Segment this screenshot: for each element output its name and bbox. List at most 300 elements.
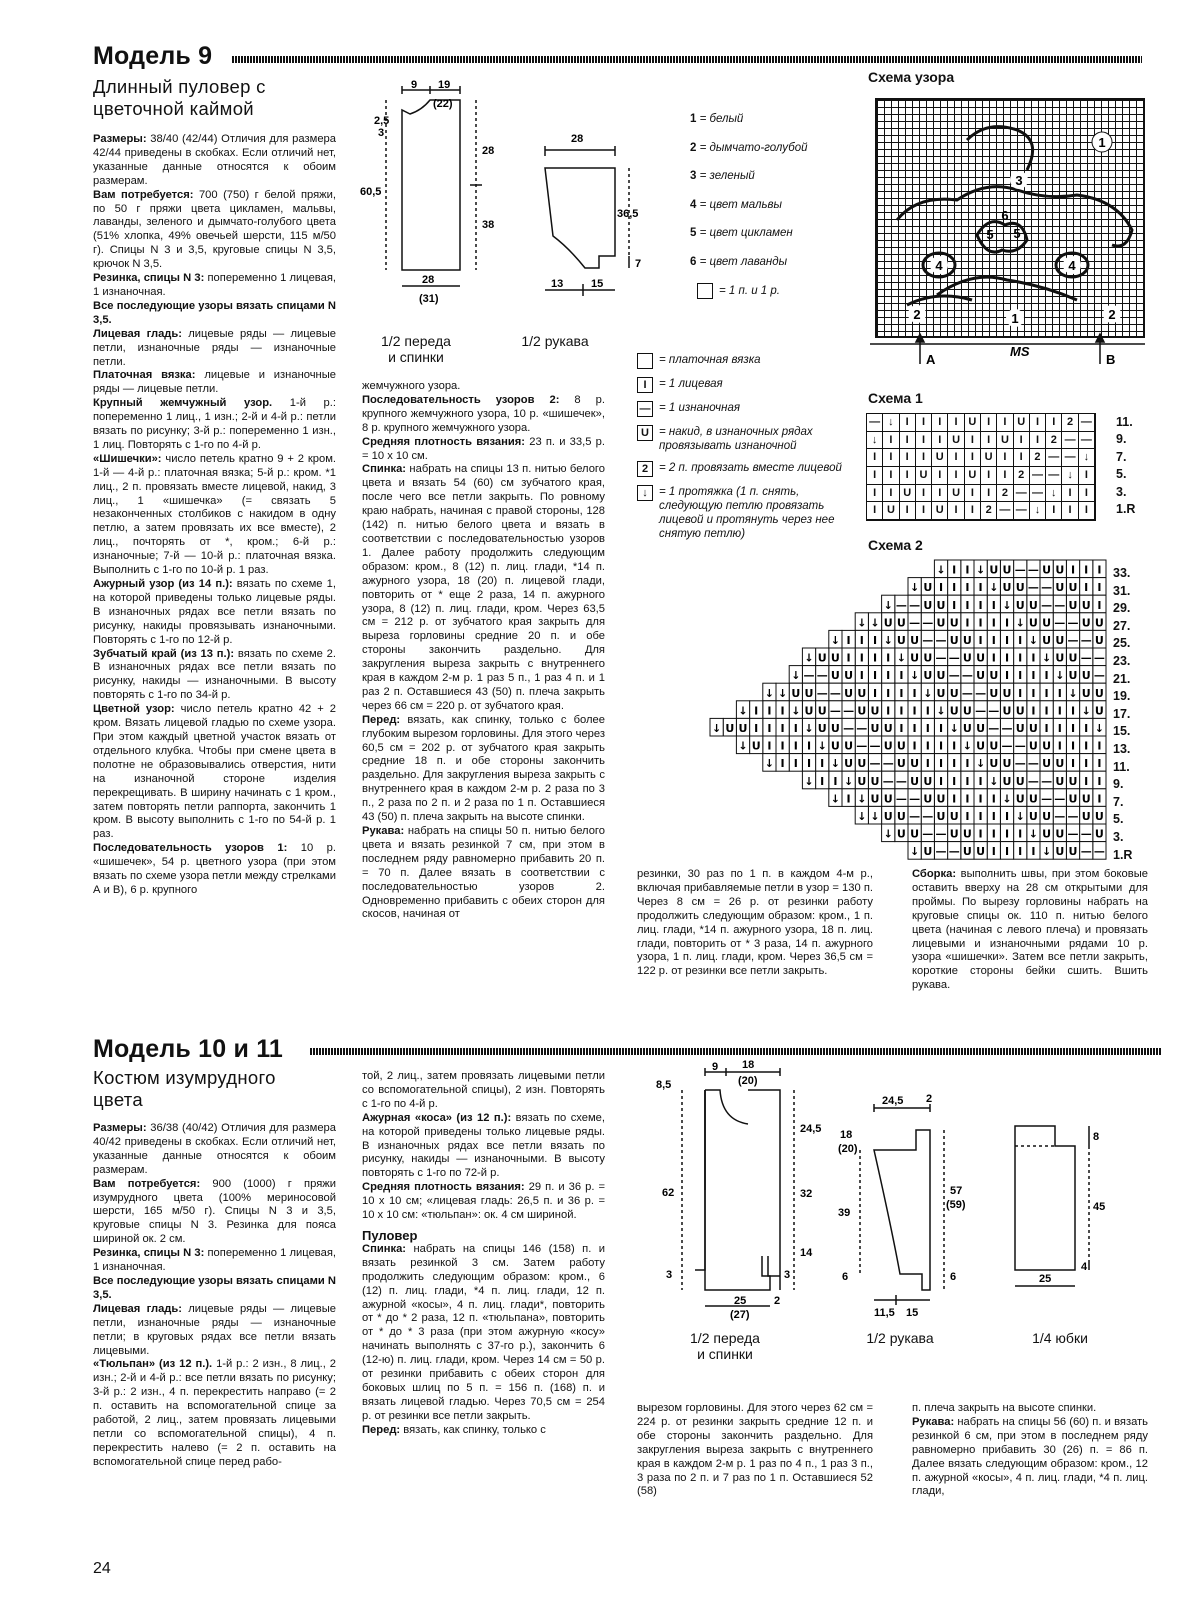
stitch-cell: U: [997, 432, 1013, 450]
stitch-cell: 2: [1062, 414, 1078, 432]
stitch-cell: I: [1079, 502, 1095, 520]
stitch-symbol: I: [1097, 792, 1102, 806]
stitch-symbol: I: [1057, 686, 1062, 700]
stitch-symbol: —: [935, 845, 947, 859]
stitch-symbol: U: [923, 774, 933, 788]
stitch-cell: I: [900, 467, 916, 485]
paragraph: Пуловер: [362, 1227, 418, 1243]
stitch-symbol: U: [896, 634, 906, 647]
scheme2-title: Схема 2: [868, 537, 923, 553]
motif-color-label: 1: [1098, 135, 1106, 150]
stitch-symbol: U: [870, 722, 880, 735]
purl-stitch-icon: —: [637, 401, 653, 417]
stitch-symbol: I: [978, 774, 983, 788]
stitch-symbol: U: [989, 669, 999, 683]
paragraph: [93, 1247, 336, 1275]
stitch-symbol: U: [1015, 704, 1025, 718]
stitch-symbol: I: [978, 581, 983, 595]
model9-body-caption: [376, 333, 456, 365]
stitch-symbol: U: [989, 563, 999, 577]
stitch-symbol: U: [1068, 581, 1078, 595]
color-label: = цвет цикламен: [699, 227, 793, 239]
paragraph-lead: Последовательность узоров 2:: [362, 393, 560, 406]
arrow-a-label: A: [926, 352, 936, 367]
stitch-symbol: ↓: [909, 845, 920, 859]
stitch-cell: —: [867, 414, 883, 432]
dim-label: (22): [433, 98, 453, 110]
dim-label: 3: [378, 127, 385, 139]
dim-label: 9: [411, 79, 418, 91]
symbol-label: = накид, в изнаночных рядах провязывать изнаночной: [659, 426, 813, 452]
symbol-legend: [637, 353, 847, 549]
stitch-symbol: U: [830, 651, 840, 665]
stitch-symbol: I: [991, 616, 996, 630]
stitch-symbol: —: [843, 704, 855, 718]
stitch-symbol: I: [859, 634, 864, 647]
color-pattern-grid: [875, 98, 1145, 338]
stitch-symbol: ↓: [1094, 722, 1105, 735]
stitch-cell: U: [932, 449, 948, 467]
paragraph-lead: Зубчатый край (из 13 п.):: [93, 647, 235, 660]
paragraph: [93, 1178, 336, 1248]
stitch-symbol: U: [1081, 669, 1091, 683]
stitch-symbol: I: [1097, 739, 1102, 753]
color-label: = белый: [699, 113, 744, 125]
paragraph-lead: Ажурная «коса» (из 12 п.):: [362, 1111, 512, 1124]
stitch-symbol: —: [1041, 774, 1053, 788]
row-label: 25.: [1113, 636, 1131, 651]
stitch-cell: I: [965, 449, 981, 467]
stitch-symbol: I: [965, 598, 970, 612]
stitch-symbol: ↓: [804, 722, 814, 735]
stitch-symbol: I: [872, 634, 878, 647]
stitch-symbol: I: [925, 739, 930, 753]
paragraph-text: той, 2 лиц., затем провязать лицевыми петли со вспомогательной спицы), 2 изн. Повторять с 1-го по 4-й р.: [362, 1070, 605, 1110]
stitch-symbol: U: [1015, 722, 1025, 735]
color-number: 4: [690, 198, 700, 211]
stitch-symbol: —: [1080, 651, 1092, 665]
stitch-symbol: I: [899, 704, 904, 718]
paragraph: [93, 1275, 336, 1303]
stitch-symbol: I: [1018, 845, 1023, 859]
paragraph-text: 29 п. и 36 р. = 10 х 10 см; «лицевая гладь: 26,5 п. и 36 р. = 10 х 10 см: «тюльпан»: ок. 4 см шириной.: [362, 1181, 605, 1222]
stitch-symbol: I: [1031, 651, 1036, 665]
stitch-symbol: I: [991, 810, 996, 823]
stitch-symbol: —: [843, 722, 855, 735]
motif-color-label: 1: [1011, 311, 1019, 326]
stitch-symbol: I: [767, 722, 772, 735]
stitch-symbol: I: [1004, 634, 1010, 647]
stitch-symbol: ↓: [962, 739, 973, 753]
stitch-symbol: —: [1001, 722, 1013, 735]
dim-label: 24,5: [882, 1095, 904, 1107]
row-label: 29.: [1113, 601, 1131, 616]
stitch-symbol: U: [1002, 774, 1012, 788]
symbol-legend-item: [637, 401, 847, 417]
stitch-symbol: I: [1004, 669, 1010, 683]
paragraph-lead: Цветной узор:: [93, 703, 175, 716]
stitch-symbol: I: [925, 722, 930, 735]
dim-label: 45: [1093, 1201, 1106, 1213]
dim-label: (59): [946, 1199, 966, 1211]
stitch-symbol: ↓: [1028, 634, 1039, 647]
stitch-symbol: I: [793, 757, 798, 771]
paragraph-lead: Размеры:: [93, 1122, 147, 1134]
paragraph-text: набрать на спицы 50 п. нитью белого цвета и вязать резинкой 7 см, при этом в последнем ряду равномерно прибавить 20 п. = 70 п. Далее вязать в соответствии с последовательностью узоров 2. Одновременно прибавить с обеих сторон для скосов, начиная от: [362, 825, 605, 921]
stitch-symbol: U: [910, 757, 920, 771]
stitch-symbol: U: [1068, 845, 1078, 859]
stitch-symbol: I: [1097, 774, 1102, 788]
stitch-cell: I: [948, 502, 964, 520]
stitch-symbol: I: [952, 757, 957, 771]
stitch-symbol: —: [909, 810, 921, 823]
stitch-cell: I: [948, 449, 964, 467]
row-label: 1.R: [1116, 502, 1136, 517]
model10-column-1: [93, 1122, 336, 1470]
stitch-symbol: —: [948, 669, 960, 683]
paragraph: [93, 578, 336, 648]
stitch-symbol: —: [1001, 739, 1013, 753]
stitch-cell: 2: [1046, 432, 1062, 450]
paragraph-text: 23 п. и 33,5 р. = 10 х 10 см.: [362, 435, 605, 462]
stitch-symbol: U: [989, 686, 999, 700]
stitch-symbol: U: [910, 651, 920, 665]
stitch-symbol: I: [965, 616, 970, 630]
stitch-symbol: I: [952, 598, 957, 612]
paragraph-lead: Ажурный узор (из 14 п.):: [93, 578, 233, 590]
stitch-symbol: I: [952, 563, 957, 577]
stitch-symbol: I: [952, 739, 957, 753]
motif-color-label: 4: [935, 258, 943, 273]
stitch-symbol: I: [965, 792, 970, 806]
stitch-symbol: —: [869, 739, 881, 753]
stitch-symbol: —: [909, 598, 921, 612]
symbol-label: = 1 лицевая: [659, 378, 723, 390]
empty-square-icon: [697, 283, 713, 299]
paragraph-lead: Рукава:: [912, 1415, 955, 1428]
stitch-cell: I: [883, 485, 899, 503]
stitch-symbol: I: [1004, 651, 1010, 665]
paragraph: [912, 1402, 1148, 1416]
symbol-legend-item: [637, 353, 847, 369]
color-legend-item: [690, 226, 808, 255]
stitch-cell: I: [997, 414, 1013, 432]
stitch-cell: —: [1062, 449, 1078, 467]
caption-line: и спинки: [697, 1346, 753, 1362]
stitch-cell: —: [1014, 502, 1030, 520]
paragraph-text: 10 р. «шишечек», 54 р. цветного узора (при этом вязать по схеме узора петли между стрелками А и В), 6 р. крупного: [93, 842, 336, 896]
paragraph-lead: Платочная вязка:: [93, 369, 196, 382]
paragraph-lead: Спинка:: [362, 463, 407, 476]
stitch-symbol: ↓: [975, 757, 986, 771]
stitch-symbol: U: [949, 810, 959, 823]
paragraph-lead: Средняя плотность вязания:: [362, 435, 526, 448]
stitch-cell: —: [1014, 485, 1030, 503]
symbol-legend-item: [637, 377, 847, 393]
stitch-symbol: I: [1057, 739, 1062, 753]
dim-label: 25: [1039, 1273, 1052, 1285]
row-label: 3.: [1116, 484, 1127, 499]
paragraph-text: 1-й р.: 2 изн., 8 лиц., 2 изн.; 2-й и 4-й р.: все петли вязать по рисунку; 3-й р.: 2 изн., 4 п. перекрестить направо (= 2 п. оставить на вспомогательной спице за работой, 2 лиц., затем провязать лицевыми петли со вспомогательной спицы), 4 п. перекрестить налево (= 2 п. оставить на вспомогательной спице перед рабо-: [93, 1358, 337, 1468]
paragraph-text: число петель кратно 42 + 2 кром. Вязать лицевой гладью по схеме узора. При этом каждый цветной участок вязать от отдельного клубка. Чтобы при смене цвета в полотне не образовывались отверстия, нити на изнаночной стороне изделия перекрещивать. В ширину начинать с 1 кром., затем повторять петли раппорта, закончить 1 кром. В высоту выполнить с 1-го по 54-й р. 1 раз.: [93, 703, 336, 841]
stitch-symbol: ↓: [791, 669, 801, 683]
color-label: = цвет лаванды: [699, 255, 788, 268]
stitch-cell: I: [932, 414, 948, 432]
stitch-symbol: ↓: [738, 704, 748, 718]
stitch-symbol: I: [991, 634, 996, 647]
dim-label: 6: [842, 1271, 849, 1283]
stitch-cell: I: [916, 432, 932, 450]
stitch-symbol: I: [1031, 669, 1036, 683]
stitch-symbol: I: [1070, 757, 1076, 771]
color-legend-item: [690, 198, 808, 227]
color-number: 5: [690, 227, 700, 239]
stitch-cell: I: [1079, 485, 1095, 503]
paragraph: [93, 133, 336, 189]
dim-label: 3: [784, 1269, 791, 1281]
stitch-cell: I: [1014, 449, 1030, 467]
stitch-symbol: U: [1042, 563, 1052, 577]
paragraph-lead: Все последующие узоры вязать спицами N 3,5.: [93, 1274, 336, 1301]
stitch-symbol: —: [922, 827, 934, 841]
stitch-symbol: —: [922, 810, 934, 823]
row-label: 19.: [1113, 689, 1131, 704]
stitch-symbol: —: [829, 704, 841, 718]
paragraph-text: 900 (1000) г пряжи изумрудного цвета (100% мериносовой шерсти, 165 м/50 г). Спицы N 3 и 3,5, круговые спицы N 3. Резинка для пояса шириной ок. 2 см.: [93, 1177, 336, 1246]
stitch-symbol: I: [886, 669, 891, 683]
paragraph: [93, 1303, 336, 1359]
paragraph-text: вязать по схеме, на которой приведены только лицевые ряды. В изнаночных рядах все петли вязать по рисунку, накиды — изнаночными. В высоту повторять с 1-го по 72-й р.: [362, 1111, 606, 1180]
symbol-legend-item: [637, 485, 847, 541]
stitch-symbol: U: [1081, 810, 1091, 823]
stitch-symbol: U: [923, 845, 933, 859]
row-label: 5.: [1116, 467, 1127, 482]
paragraph: [93, 189, 336, 272]
symbol-label: = 2 п. провязать вместе лицевой: [659, 462, 842, 474]
stitch-symbol: —: [1054, 810, 1066, 823]
stitch-symbol: U: [1028, 792, 1038, 806]
stitch-symbol: U: [883, 810, 893, 823]
stitch-symbol: U: [962, 827, 972, 841]
stitch-symbol: I: [806, 739, 812, 753]
stitch-symbol: U: [910, 774, 920, 788]
stitch-symbol: I: [965, 774, 970, 788]
stitch-symbol: I: [754, 722, 759, 735]
caption-line: 1/2 переда: [690, 1330, 760, 1346]
stitch-cell: 2: [981, 502, 997, 520]
stitch-symbol: U: [923, 669, 933, 683]
stitch-symbol: —: [961, 686, 973, 700]
model9-column-4: [912, 868, 1148, 993]
stitch-symbol: ↓: [804, 651, 814, 665]
color-number: 3: [690, 170, 700, 182]
stitch-symbol: ↓: [1015, 616, 1025, 630]
paragraph: [93, 300, 336, 328]
stitch-cell: U: [883, 502, 899, 520]
stitch-cell: I: [1014, 432, 1030, 450]
paragraph: [362, 714, 605, 825]
stitch-symbol: ↓: [738, 739, 748, 753]
stitch-cell: U: [1014, 414, 1030, 432]
stitch-symbol: —: [1067, 616, 1079, 630]
stitch-cell: I: [965, 485, 981, 503]
stitch-symbol: I: [991, 792, 996, 806]
stitch-symbol: U: [1015, 774, 1025, 788]
stitch-symbol: U: [1028, 722, 1038, 735]
paragraph: [362, 1243, 605, 1424]
stitch-symbol: I: [952, 581, 957, 595]
dim-label: 7: [635, 258, 642, 270]
row-label: 3.: [1113, 829, 1124, 844]
model10-sleeve-caption: 1/2 рукава: [866, 1330, 934, 1346]
paragraph: [362, 436, 605, 464]
model9-sleeve-schematic: [525, 120, 655, 310]
dim-label: (20): [738, 1075, 758, 1087]
stitch-cell: I: [965, 432, 981, 450]
stitch-symbol: I: [846, 634, 851, 647]
scheme1-title: Схема 1: [868, 390, 923, 406]
paragraph: [93, 397, 336, 453]
stitch-symbol: —: [1054, 598, 1066, 612]
paragraph: [93, 369, 336, 397]
model11-skirt-schematic: [1005, 1120, 1115, 1310]
arrow-b-label: B: [1106, 352, 1116, 367]
stitch-symbol: U: [976, 739, 986, 753]
stitch-cell: I: [867, 449, 883, 467]
stitch-symbol: I: [1057, 704, 1062, 718]
paragraph: [93, 1122, 336, 1178]
model10-body-caption: [670, 1330, 780, 1362]
row-label: 11.: [1113, 759, 1130, 774]
dim-label: 28: [482, 145, 495, 157]
row-label: 23.: [1113, 653, 1131, 668]
stitch-symbol: I: [1018, 634, 1023, 647]
paragraph-lead: Сборка:: [912, 868, 957, 880]
paragraph-text: лицевые ряды — лицевые петли, изнаночные ряды — изнаночные петли; в круговых рядах все петли вязать лицевыми.: [93, 1302, 336, 1357]
stitch-cell: I: [965, 502, 981, 520]
stitch-symbol: ↓: [843, 774, 854, 788]
stitch-symbol: U: [1094, 704, 1104, 718]
stitch-symbol: U: [962, 845, 972, 859]
dim-label: 3: [666, 1269, 673, 1281]
dim-label: 2: [926, 1093, 933, 1105]
stitch-symbol: U: [844, 669, 854, 683]
stitch-symbol: I: [846, 651, 851, 665]
k2tog-icon: 2: [637, 461, 653, 477]
stitch-symbol: ↓: [1028, 827, 1039, 841]
stitch-symbol: I: [872, 686, 878, 700]
stitch-symbol: U: [1028, 810, 1038, 823]
row-label: 17.: [1113, 706, 1131, 721]
stitch-cell: I: [948, 467, 964, 485]
color-label: = цвет мальвы: [699, 198, 783, 211]
paragraph-lead: Перед:: [362, 713, 401, 726]
stitch-symbol: U: [1028, 739, 1038, 753]
stitch-symbol: U: [883, 792, 893, 806]
stitch-symbol: U: [844, 739, 854, 753]
stitch-symbol: —: [1054, 616, 1066, 630]
dim-label: 15: [591, 278, 604, 290]
stitch-symbol: U: [791, 686, 801, 700]
paragraph-text: вязать по схеме 2. В изнаночных рядах все петли вязать по рисунку, накиды — изнаночными. В высоту повторять с 1-го по 34-й р.: [93, 647, 336, 702]
stitch-symbol: U: [910, 827, 920, 841]
paragraph-text: лицевые ряды — лицевые петли, изнаночные ряды — изнаночные петли.: [93, 327, 336, 368]
stitch-symbol: —: [1041, 598, 1053, 612]
stitch-symbol: —: [948, 651, 960, 665]
model9-column-3: [637, 868, 873, 979]
stitch-symbol: —: [975, 686, 987, 700]
stitch-cell: I: [900, 449, 916, 467]
stitch-cell: ↓: [1030, 502, 1046, 520]
stitch-symbol: U: [936, 810, 946, 823]
stitch-cell: ↓: [1079, 449, 1095, 467]
stitch-symbol: U: [896, 616, 906, 630]
stitch-symbol: U: [936, 616, 946, 630]
stitch-symbol: U: [1015, 598, 1025, 612]
stitch-symbol: ↓: [1068, 686, 1078, 700]
stitch-symbol: U: [1002, 757, 1012, 771]
stitch-symbol: U: [1055, 757, 1065, 771]
stitch-symbol: U: [804, 686, 814, 700]
stitch-symbol: I: [1057, 722, 1062, 735]
stitch-cell: I: [1030, 432, 1046, 450]
stitch-symbol: U: [870, 704, 880, 718]
stitch-symbol: U: [817, 704, 827, 718]
stitch-symbol: —: [1067, 827, 1079, 841]
stitch-symbol: I: [1018, 669, 1023, 683]
stitch-symbol: U: [1094, 616, 1104, 630]
stitch-symbol: U: [1002, 686, 1012, 700]
stitch-symbol: —: [909, 616, 921, 630]
stitch-cell: I: [900, 432, 916, 450]
scheme2-grid: [700, 560, 1106, 864]
stitch-symbol: I: [1044, 686, 1049, 700]
stitch-symbol: ↓: [804, 774, 814, 788]
symbol-label: = платочная вязка: [659, 354, 761, 366]
stitch-symbol: —: [1093, 651, 1105, 665]
stitch-symbol: I: [1084, 739, 1089, 753]
paragraph-text: попеременно 1 лицевая, 1 изнаночная.: [93, 1247, 337, 1274]
paragraph: [93, 328, 336, 370]
paragraph-text: 1-й р.: попеременно 1 лиц., 1 изн.; 2-й и 4-й р.: петли вязать по рисунку; 3-й р.: попеременно 1 изн., 1 лиц. Повторять с 1-го по 4-й р.: [93, 397, 336, 451]
stitch-symbol: I: [938, 739, 944, 753]
stitch-symbol: I: [780, 739, 785, 753]
model10-column-2: [362, 1070, 605, 1438]
slip-pass-icon: ↓: [637, 485, 653, 501]
stitch-symbol: —: [1027, 581, 1039, 595]
stitch-symbol: U: [936, 792, 946, 806]
row-label: 21.: [1113, 671, 1131, 686]
paragraph-lead: «Шишечки»:: [93, 452, 162, 465]
row-label: 9.: [1113, 777, 1124, 792]
stitch-symbol: I: [806, 757, 812, 771]
model9-subtitle-line1: Длинный пуловер с: [93, 76, 266, 97]
stitch-symbol: ↓: [857, 810, 867, 823]
dim-label: 2: [774, 1295, 781, 1307]
stitch-symbol: I: [767, 739, 772, 753]
stitch-symbol: —: [816, 669, 828, 683]
stitch-symbol: —: [922, 634, 934, 647]
stitch-symbol: U: [1002, 704, 1012, 718]
paragraph-lead: Лицевая гладь:: [93, 1302, 182, 1315]
stitch-cell: I: [1062, 502, 1078, 520]
empty-square-icon: [637, 353, 653, 369]
stitch-symbol: I: [978, 634, 983, 647]
stitch-symbol: U: [751, 739, 761, 753]
paragraph: [93, 453, 336, 578]
paragraph: [362, 1424, 605, 1438]
stitch-symbol: U: [1055, 827, 1065, 841]
